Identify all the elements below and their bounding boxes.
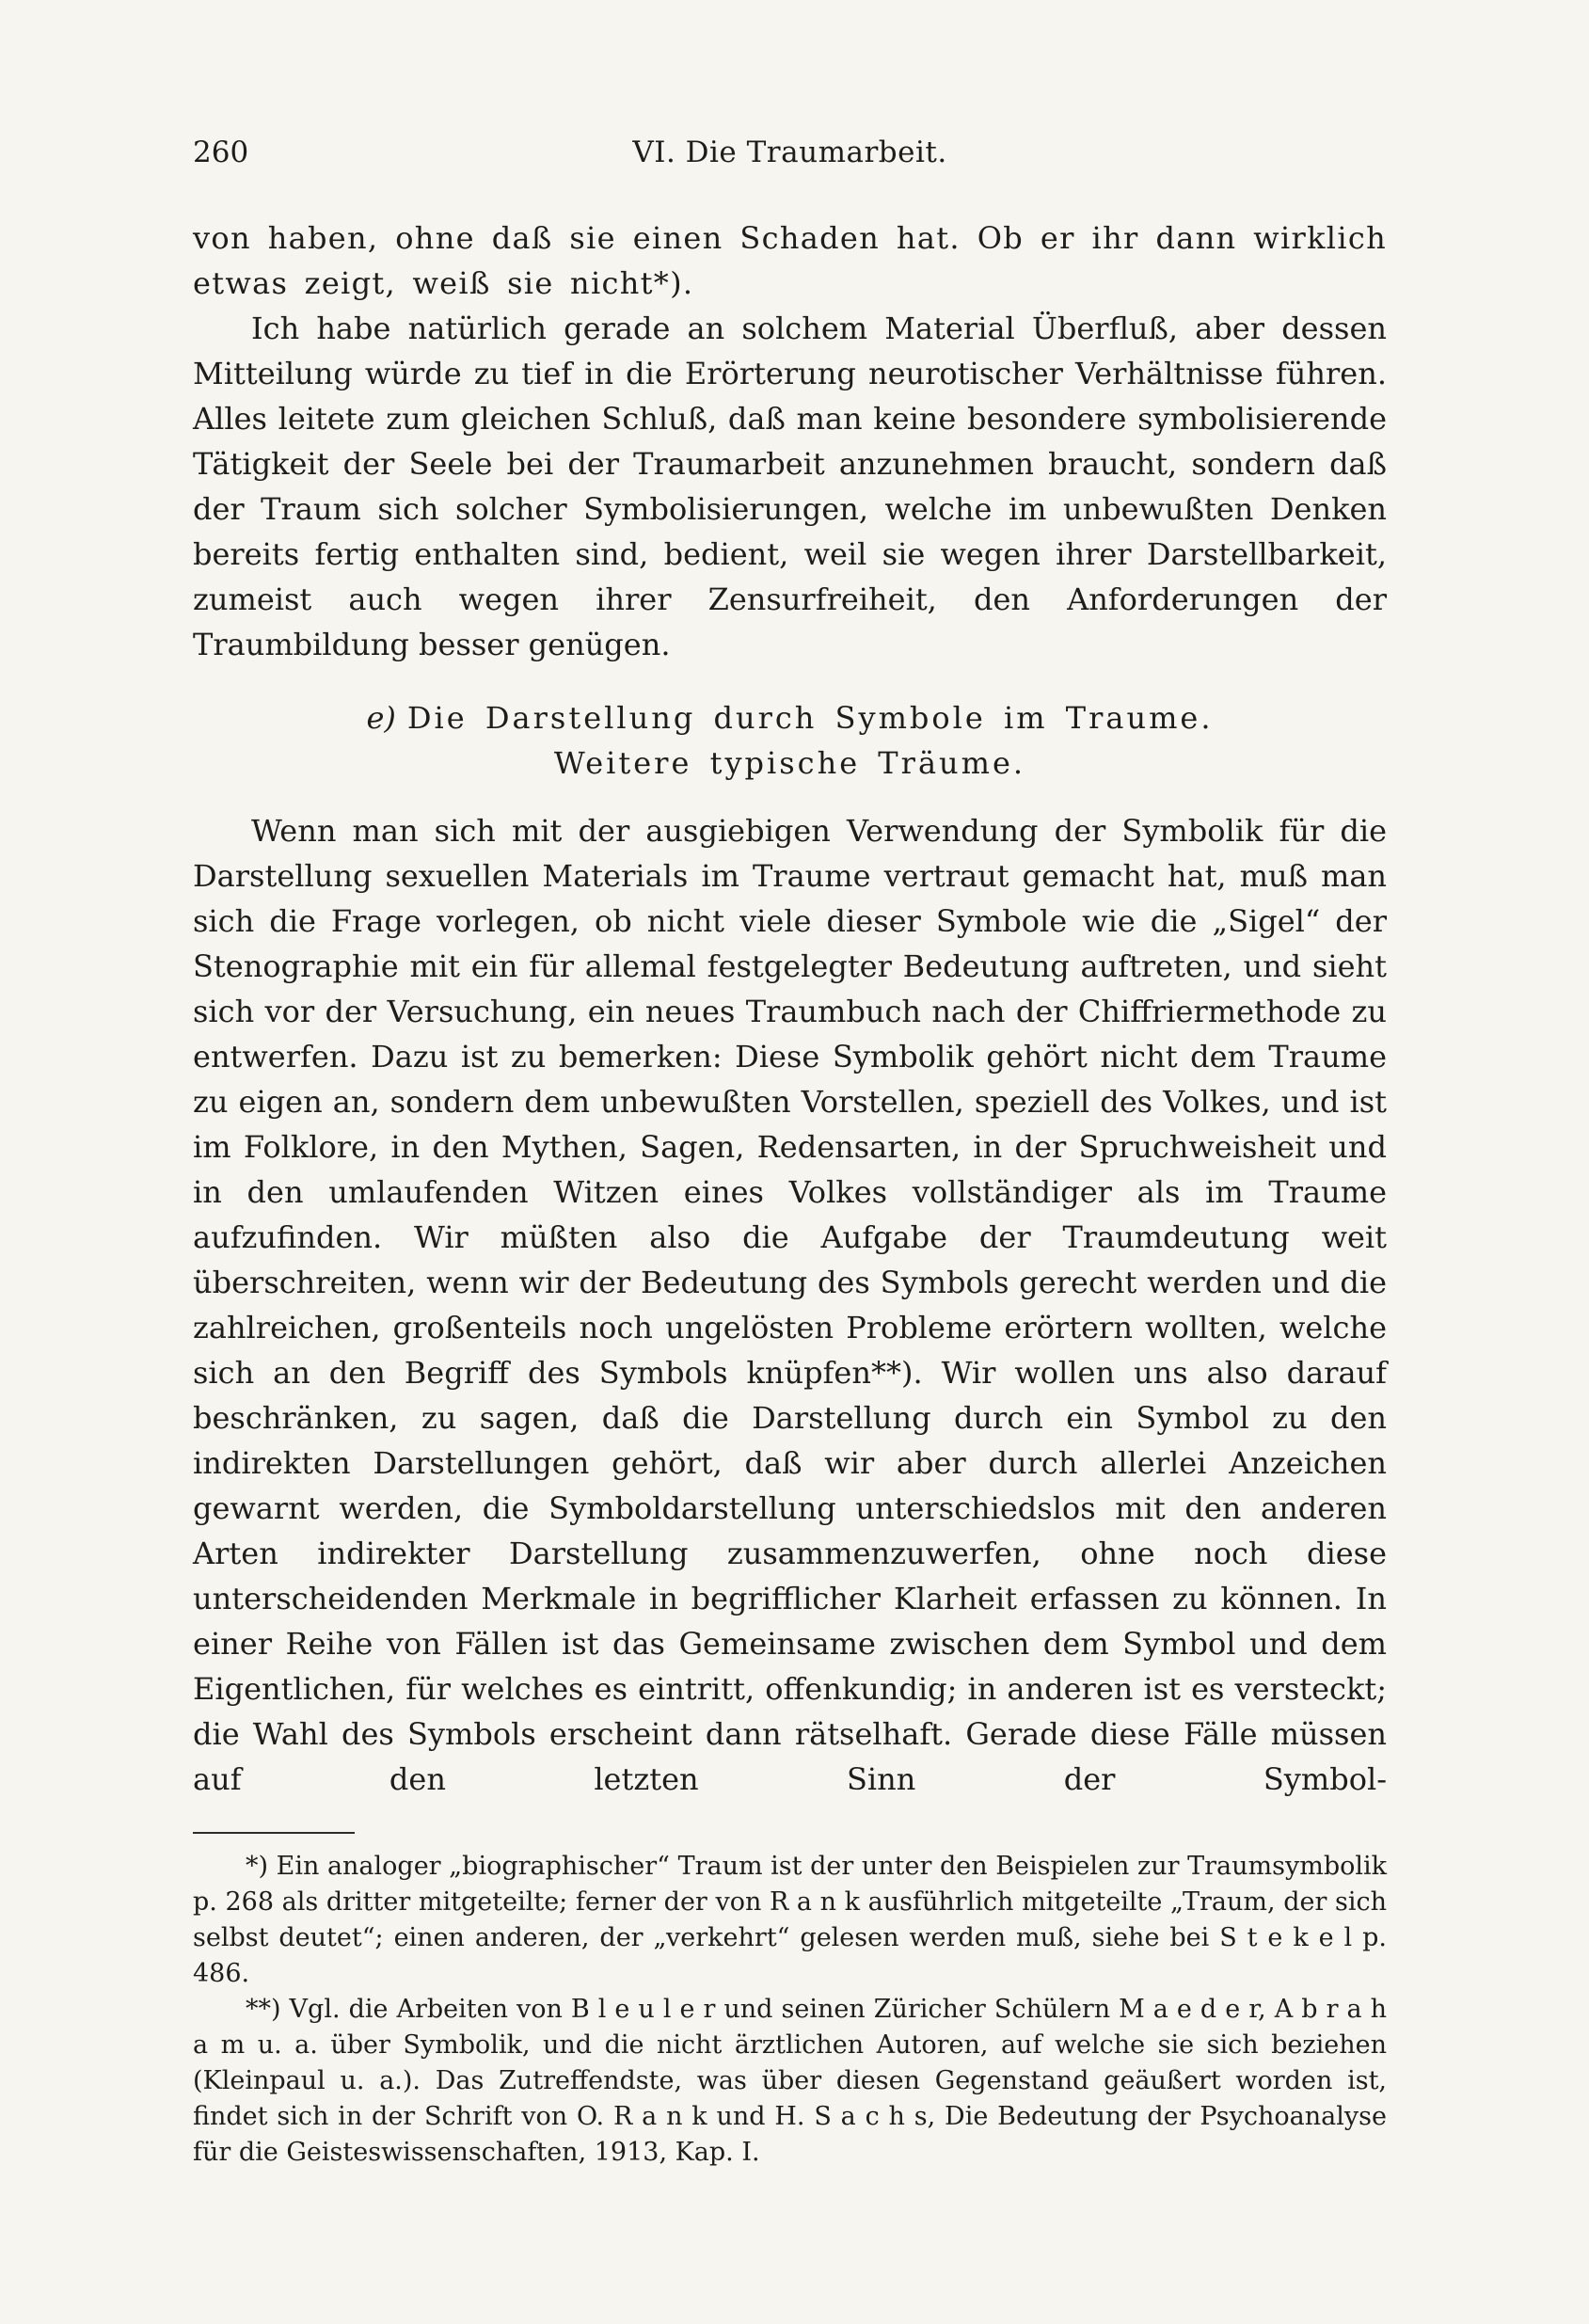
section-heading	[193, 695, 1387, 786]
paragraph-material: Ich habe natürlich gerade an solchem Material Überfluß, aber dessen Mitteilung würde zu tief in die Erörterung neurotischer Verhältnisse führen. Alles leitete zum gleichen Schluß, daß man keine besondere symbolisierende Tätigkeit der Seele bei der Traumarbeit anzunehmen braucht, sondern daß der Traum sich solcher Symbolisierungen, welche im unbewußten Denken bereits fertig enthalten sind, bedient, weil sie wegen ihrer Darstellbarkeit, zumeist auch wegen ihrer Zensurfreiheit, den Anforderungen der Traumbildung besser genügen.	[193, 310, 1387, 662]
chapter-running-title: VI. Die Traumarbeit.	[632, 135, 947, 169]
section-heading-text: Die Darstellung durch Symbole im Traume.	[406, 700, 1214, 736]
footnote-2: **) Vgl. die Arbeiten von B l e u l e r und seinen Züricher Schülern M a e d e r, A b r a h a m u. a. über Symbolik, und die nicht ärztlichen Autoren, auf welche sie sich beziehen (Kleinpaul u. a.). Das Zutreffendste, was über diesen Gegenstand geäußert worden ist, findet sich in der Schrift von O. R a n k und H. S a c h s, Die Bedeutung der Psychoanalyse für die Geisteswissenschaften, 1913, Kap. I.	[193, 1995, 1387, 2167]
footnotes	[193, 1849, 1387, 2171]
section-heading-line1	[193, 695, 1387, 740]
page-number: 260	[193, 135, 249, 169]
section-letter: e)	[366, 700, 396, 736]
page-header	[193, 132, 1387, 174]
section-heading-line2: Weitere typische Träume.	[553, 745, 1026, 781]
paragraph-symbols: Wenn man sich mit der ausgiebigen Verwendung der Symbolik für die Darstellung sexuellen Materials im Traume vertraut gemacht hat, muß man sich die Frage vorlegen, ob nicht viele dieser Symbole wie die „Sigel“ der Stenographie mit ein für allemal festgelegter Bedeutung auftreten, und sieht sich vor der Versuchung, ein neues Traumbuch nach der Chiffriermethode zu entwerfen. Dazu ist zu bemerken: Diese Symbolik gehört nicht dem Traume zu eigen an, sondern dem unbewußten Vorstellen, speziell des Volkes, und ist im Folklore, in den Mythen, Sagen, Redensarten, in der Spruchweisheit und in den umlaufenden Witzen eines Volkes vollständiger als im Traume aufzufinden. Wir müßten also die Aufgabe der Traumdeutung weit überschreiten, wenn wir der Bedeutung des Symbols gerecht werden und die zahlreichen, großenteils noch ungelösten Probleme erörtern wollten, welche sich an den Begriff des Symbols knüpfen**). Wir wollen uns also darauf beschränken, zu sagen, daß die Darstellung durch ein Symbol zu den indirekten Darstellungen gehört, daß wir aber durch allerlei Anzeichen gewarnt werden, die Symboldarstellung unterschiedslos mit den anderen Arten indirekter Darstellung zusammenzuwerfen, ohne noch diese unterscheidenden Merkmale in begrifflicher Klarheit erfassen zu können. In einer Reihe von Fällen ist das Gemeinsame zwischen dem Symbol und dem Eigentlichen, für welches es eintritt, offenkundig; in anderen ist es versteckt; die Wahl des Symbols erscheint dann rätselhaft. Gerade diese Fälle müssen auf den letzten Sinn der Symbol-	[193, 813, 1387, 1797]
footnote-separator	[193, 1832, 355, 1834]
footnote-1: *) Ein analoger „biographischer“ Traum ist der unter den Beispielen zur Traumsymbolik p. 268 als dritter mitgeteilte; ferner der von R a n k ausführlich mitgeteilte „Traum, der sich selbst deutet“; einen anderen, der „verkehrt“ gelesen werden muß, siehe bei S t e k e l p. 486.	[193, 1852, 1387, 1988]
paragraph-continuation: von haben, ohne daß sie einen Schaden hat. Ob er ihr dann wirklich etwas zeigt, weiß sie nicht*).	[193, 220, 1387, 301]
text-block	[193, 215, 1387, 2171]
